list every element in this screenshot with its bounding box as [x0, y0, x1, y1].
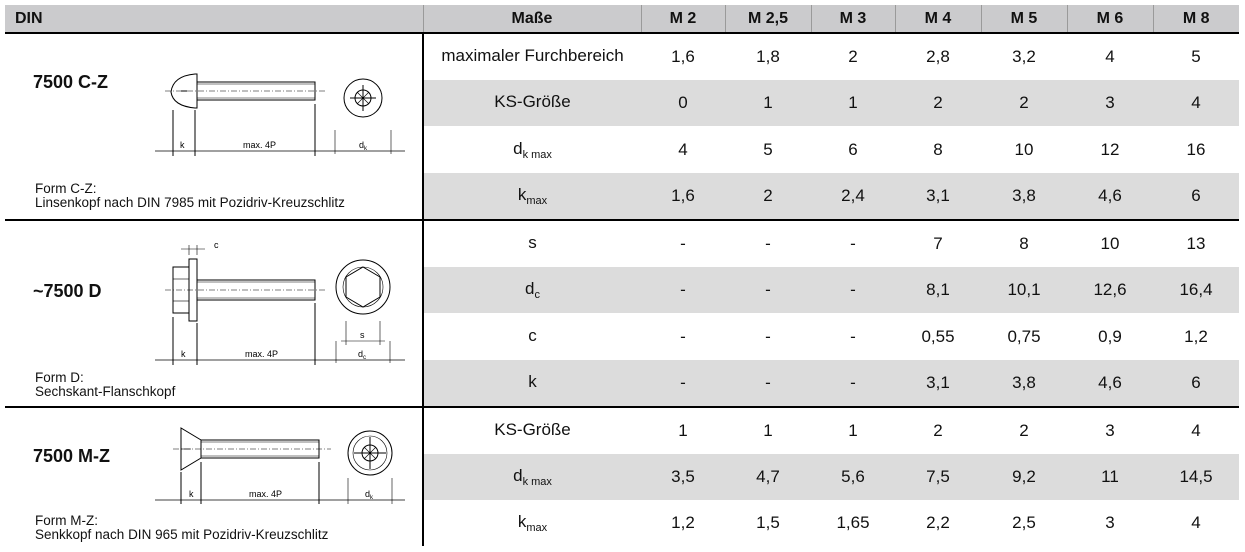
- value-cell: 3: [1105, 513, 1115, 532]
- header-size: M 8: [1153, 5, 1239, 33]
- value-cell: 2: [895, 407, 981, 454]
- screw-caption: [35, 371, 175, 399]
- value-cell: 13: [1153, 220, 1239, 267]
- dimension-label: KS-Größe: [423, 80, 641, 126]
- screw-drawing-cell: [5, 220, 423, 407]
- value-cell: 1,6: [671, 47, 695, 67]
- value-cell: -: [725, 360, 811, 407]
- caption-form: Form M-Z:: [35, 513, 98, 528]
- value-cell: 6: [1153, 360, 1239, 407]
- value-cell: 7,5: [895, 454, 981, 500]
- value-cell: 2: [848, 47, 858, 67]
- dimension-label-s: s: [360, 330, 365, 340]
- header-size: M 6: [1067, 5, 1153, 33]
- caption-description: Senkkopf nach DIN 965 mit Pozidriv-Kreuzschlitz: [35, 527, 329, 542]
- value-cell: 4,6: [1067, 360, 1153, 407]
- header-size: M 2,5: [725, 5, 811, 33]
- value-cell: -: [811, 267, 895, 313]
- dimension-label-d: $d_c$: [358, 349, 367, 361]
- header-size: M 4: [895, 5, 981, 33]
- din-dimension-table: [5, 5, 1239, 546]
- value-cell: -: [641, 360, 725, 407]
- dimension-label: $d_{k max}$: [513, 138, 552, 161]
- screw-drawing-cell: [5, 33, 423, 220]
- value-cell: 9,2: [981, 454, 1067, 500]
- screw-code: 7500 C-Z: [33, 72, 109, 92]
- value-cell: 5: [763, 139, 773, 159]
- table-row: [5, 220, 1239, 267]
- value-cell: 7: [895, 220, 981, 267]
- header-masse: Maße: [423, 5, 641, 33]
- value-cell: -: [811, 220, 895, 267]
- dimension-label-d: $d_k$: [365, 489, 374, 501]
- dimension-label-d: $d_k$: [359, 140, 368, 152]
- value-cell: 2: [981, 407, 1067, 454]
- value-cell: 5: [1191, 47, 1201, 67]
- value-cell: 3,8: [981, 360, 1067, 407]
- dimension-label: maximaler Furchbereich: [441, 46, 624, 66]
- value-cell: 11: [1067, 454, 1153, 500]
- screw-caption: [35, 514, 328, 542]
- value-cell: 8,1: [895, 267, 981, 313]
- value-cell: 0,9: [1098, 326, 1122, 346]
- value-cell: 2,2: [926, 513, 950, 532]
- caption-form: Form D:: [35, 370, 84, 385]
- dimension-label-length: max. 4P: [243, 140, 277, 150]
- value-cell: 3,5: [641, 454, 725, 500]
- value-cell: 1,8: [756, 47, 780, 67]
- dimension-label-length: max. 4P: [249, 489, 283, 499]
- value-cell: 1,65: [836, 513, 870, 532]
- value-cell: 1: [811, 80, 895, 126]
- table-row: [5, 33, 1239, 80]
- caption-description: Linsenkopf nach DIN 7985 mit Pozidriv-Kreuzschlitz: [35, 195, 345, 210]
- value-cell: 3: [1067, 80, 1153, 126]
- value-cell: -: [680, 326, 686, 346]
- value-cell: 1,6: [641, 173, 725, 220]
- value-cell: 6: [1153, 173, 1239, 220]
- value-cell: 1: [725, 407, 811, 454]
- value-cell: 1: [641, 407, 725, 454]
- header-size: M 3: [811, 5, 895, 33]
- caption-description: Sechskant-Flanschkopf: [35, 384, 176, 399]
- screw-drawing-cell: [5, 407, 423, 546]
- header-row: [5, 5, 1239, 33]
- dimension-label: $k_{max}$: [423, 173, 641, 220]
- value-cell: 4: [1105, 47, 1115, 67]
- value-cell: 16,4: [1153, 267, 1239, 313]
- header-size: M 2: [641, 5, 725, 33]
- value-cell: 3,1: [895, 173, 981, 220]
- value-cell: -: [725, 267, 811, 313]
- value-cell: 12,6: [1067, 267, 1153, 313]
- value-cell: 0: [641, 80, 725, 126]
- value-cell: 2,8: [926, 47, 950, 67]
- value-cell: 10: [1014, 139, 1034, 159]
- value-cell: 2: [981, 80, 1067, 126]
- value-cell: -: [850, 326, 856, 346]
- screw-caption: [35, 182, 345, 210]
- dimension-label: k: [423, 360, 641, 407]
- dimension-label: $d_c$: [423, 267, 641, 313]
- dimension-label: s: [423, 220, 641, 267]
- value-cell: 1: [811, 407, 895, 454]
- dimension-label: $d_{k max}$: [423, 454, 641, 500]
- value-cell: 5,6: [811, 454, 895, 500]
- value-cell: 1,2: [1184, 326, 1208, 346]
- screw-code: 7500 M-Z: [33, 446, 111, 466]
- dimension-label: $k_{max}$: [517, 512, 548, 534]
- value-cell: 10: [1067, 220, 1153, 267]
- value-cell: 14,5: [1153, 454, 1239, 500]
- value-cell: 4,6: [1067, 173, 1153, 220]
- dimension-label-k: k: [180, 140, 185, 150]
- value-cell: 3,2: [1012, 47, 1036, 67]
- value-cell: -: [641, 220, 725, 267]
- table-row: [5, 407, 1239, 454]
- value-cell: 8: [981, 220, 1067, 267]
- value-cell: 2,5: [1012, 513, 1036, 532]
- screw-code: ~7500 D: [33, 281, 102, 301]
- value-cell: 6: [848, 139, 858, 159]
- dimension-label-k: k: [181, 349, 186, 359]
- value-cell: 4,7: [725, 454, 811, 500]
- dimension-label-length: max. 4P: [245, 349, 279, 359]
- value-cell: 2,4: [811, 173, 895, 220]
- value-cell: 10,1: [981, 267, 1067, 313]
- value-cell: 2: [895, 80, 981, 126]
- caption-form: Form C-Z:: [35, 181, 97, 196]
- dimension-label: c: [528, 325, 537, 345]
- value-cell: -: [641, 267, 725, 313]
- dimension-label-k: k: [189, 489, 194, 499]
- header-size: M 5: [981, 5, 1067, 33]
- value-cell: 1: [725, 80, 811, 126]
- value-cell: 1,2: [671, 513, 695, 532]
- value-cell: 16: [1186, 139, 1206, 159]
- value-cell: -: [725, 220, 811, 267]
- header-din: DIN: [5, 5, 423, 33]
- value-cell: 2: [725, 173, 811, 220]
- value-cell: 1,5: [756, 513, 780, 532]
- value-cell: -: [811, 360, 895, 407]
- dimension-label-c: c: [214, 240, 219, 250]
- value-cell: 4: [1153, 407, 1239, 454]
- dimension-label: KS-Größe: [423, 407, 641, 454]
- value-cell: 0,75: [1007, 326, 1041, 346]
- value-cell: 8: [933, 139, 943, 159]
- value-cell: 3,1: [895, 360, 981, 407]
- value-cell: 3,8: [981, 173, 1067, 220]
- value-cell: 12: [1100, 139, 1120, 159]
- value-cell: 4: [1191, 513, 1201, 532]
- value-cell: 0,55: [921, 326, 955, 346]
- value-cell: 4: [678, 139, 688, 159]
- value-cell: 3: [1067, 407, 1153, 454]
- value-cell: -: [765, 326, 771, 346]
- value-cell: 4: [1153, 80, 1239, 126]
